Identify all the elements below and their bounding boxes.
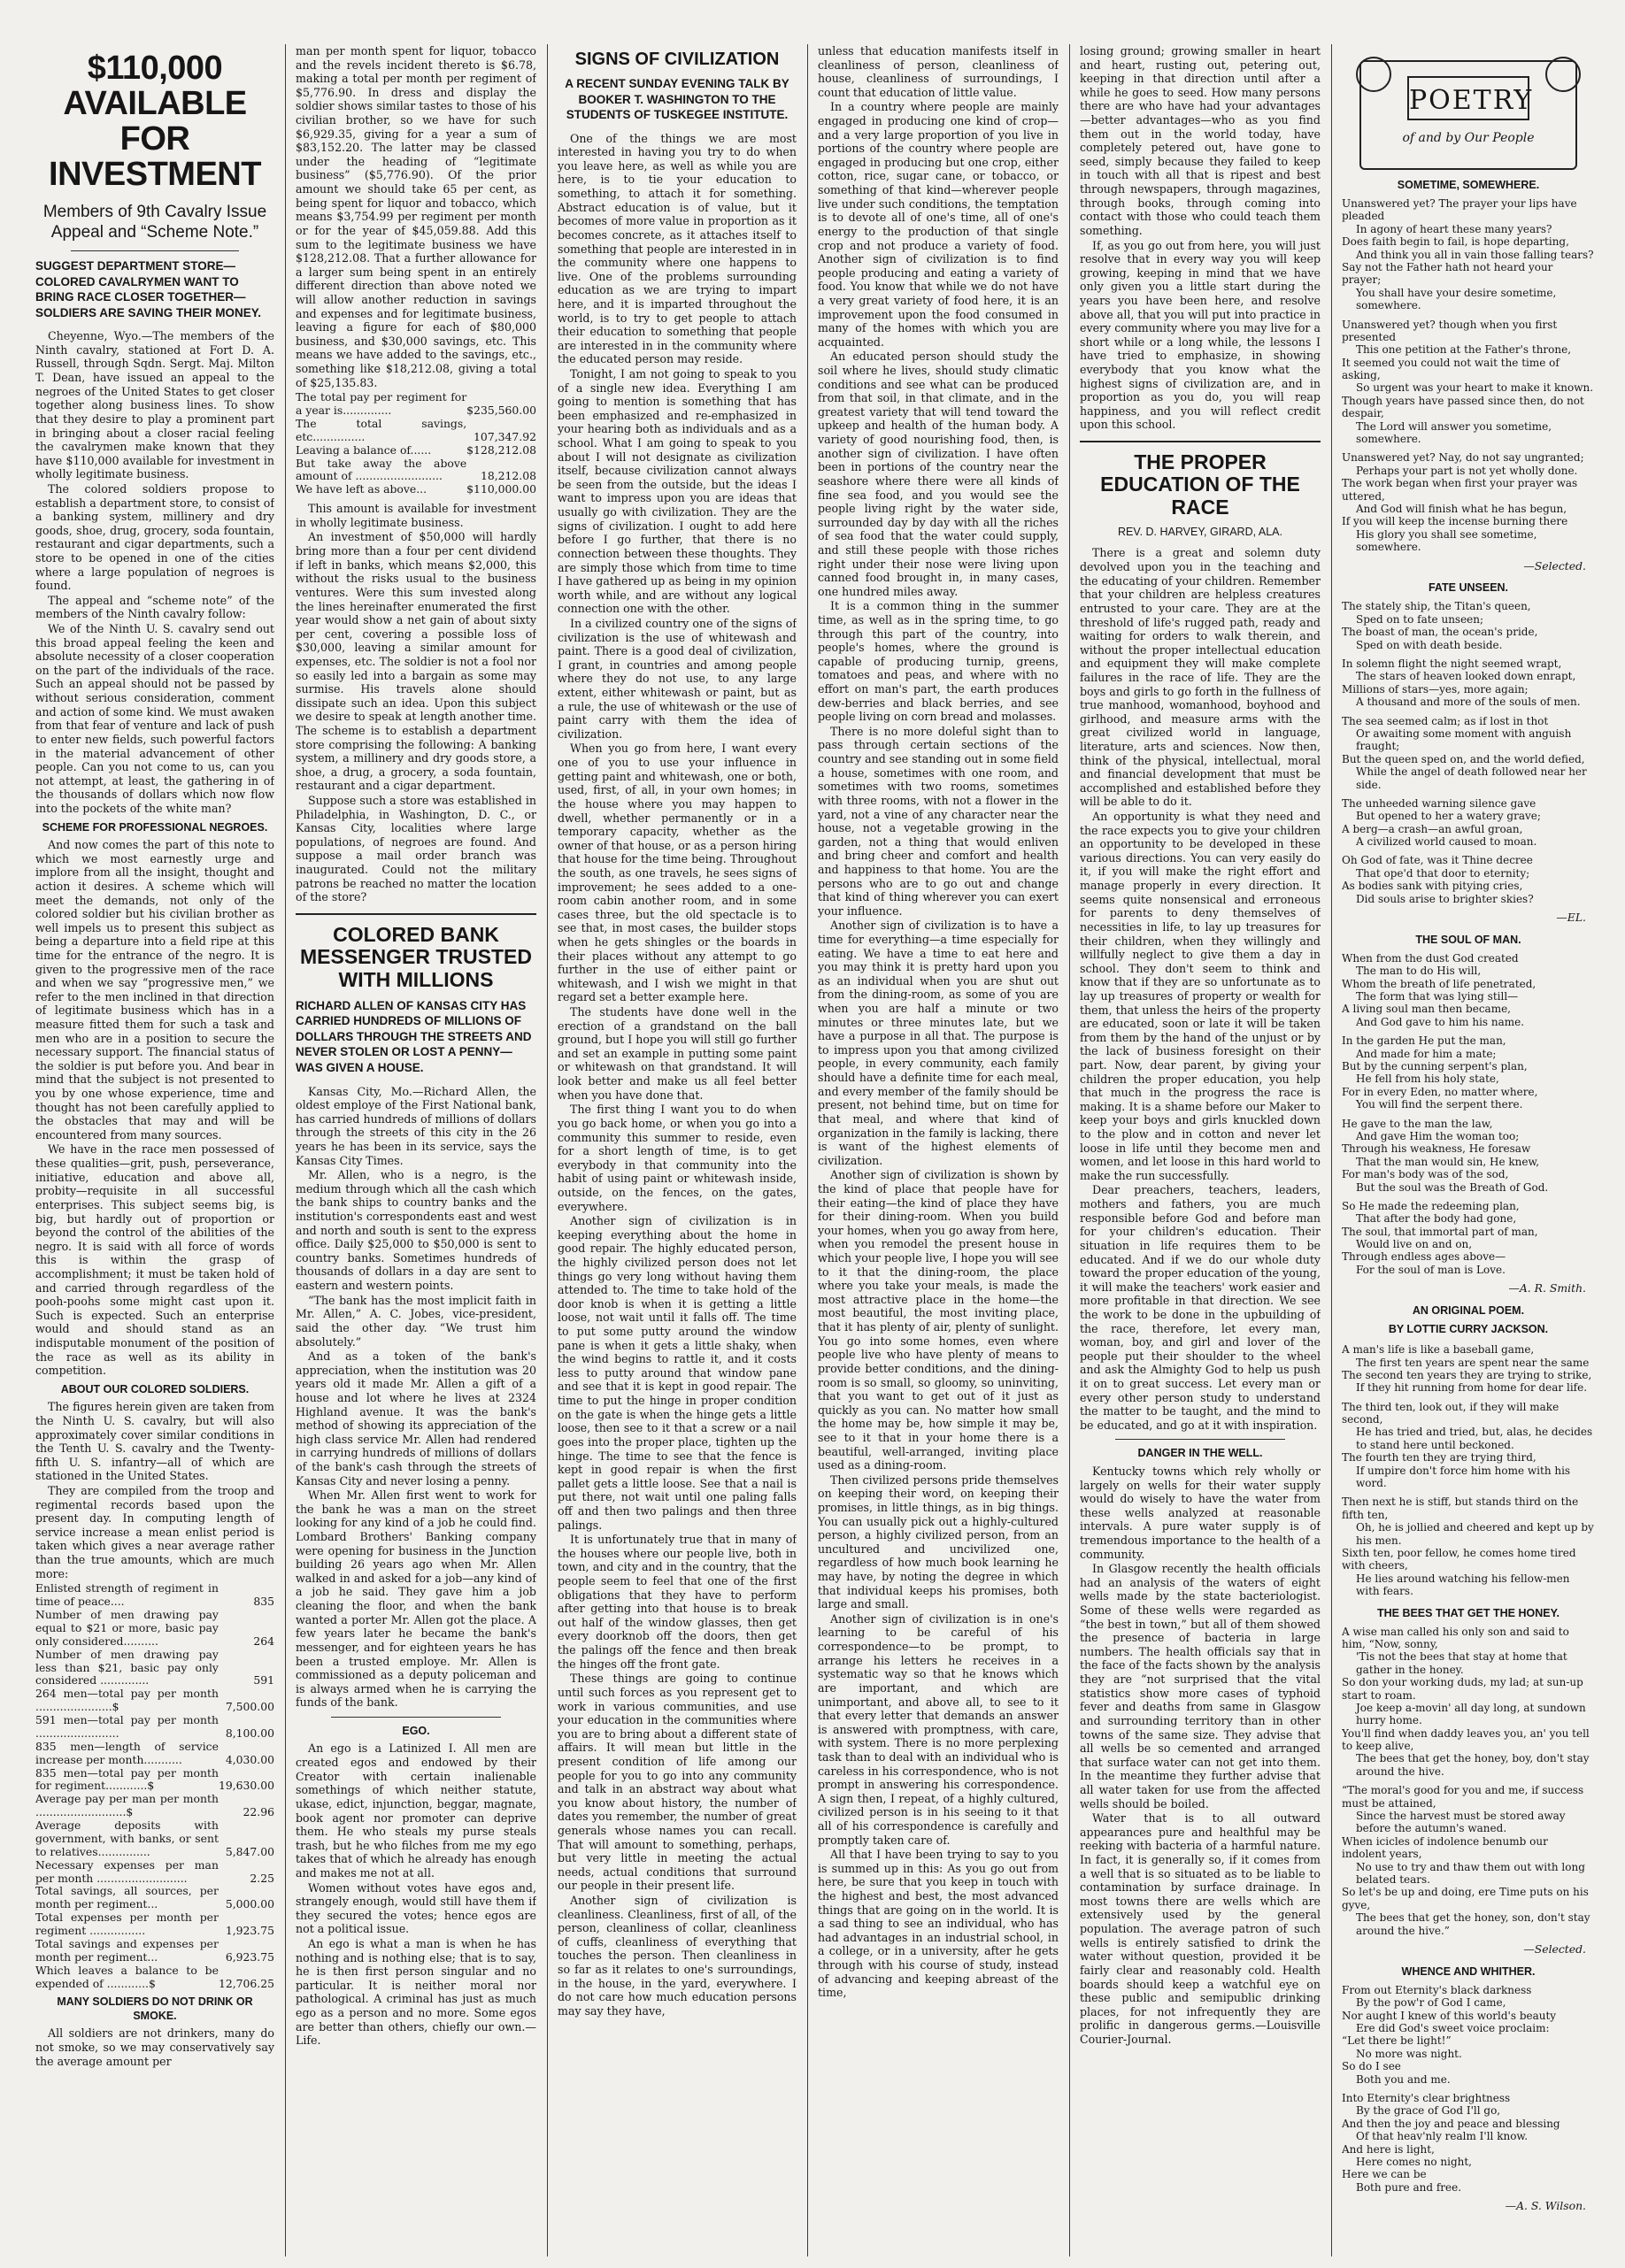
- poem-stanza: [1342, 854, 1595, 905]
- table-row: [35, 1609, 274, 1649]
- poem-line: His glory you shall see sometime, somewhere.: [1356, 527, 1537, 554]
- table-amount: 264: [253, 1634, 274, 1648]
- separator: [331, 1717, 501, 1718]
- subhead-soldiers-no-drink: MANY SOLDIERS DO NOT DRINK OR SMOKE.: [57, 1995, 253, 2022]
- paragraph: They are compiled from the troop and regimental records based upon the present day. In computing length of service increase a mean enlist period is taken which gives a near average rather than the true amounts, which are much more:: [35, 1484, 274, 1580]
- poem-line: In solemn flight the night seemed wrapt,: [1342, 657, 1562, 670]
- poem-line: Sped on with death beside.: [1356, 638, 1503, 651]
- table-row: [35, 1819, 274, 1859]
- column-rule: [807, 44, 808, 2256]
- subhead-colored-soldiers: ABOUT OUR COLORED SOLDIERS.: [60, 1382, 250, 1395]
- paragraph: losing ground; growing smaller in heart and heart, rusting out, petering out, keeping in that direction until after a while he goes to seed. How many persons there are who have had your advantages—better advantages—who as you find them out in the world today, have completely petered out, have gone to seed, simply because they failed to keep in touch with all that is ripest and best through newspapers, through magazines, through books, through coming into contact with those who could teach them something.: [1080, 44, 1321, 237]
- paragraph: The first thing I want you to do when you go back home, or when you go into a community this summer to reside, even for a short length of time, is to get everybody in that community into the habit of using paint or whitewash inside, outside, on the fences, on the gates, everywhere.: [558, 1103, 797, 1213]
- poem-line: Oh God of fate, was it Thine decree: [1342, 854, 1533, 867]
- poem-line: He fell from his holy state,: [1356, 1072, 1499, 1086]
- poem-stanza: [1342, 1200, 1595, 1276]
- poem-line: “The moral's good for you and me, if success must be attained,: [1342, 1784, 1584, 1810]
- poem-line: Then next he is stiff, but stands third on the fifth ten,: [1342, 1495, 1579, 1521]
- paragraph: When you go from here, I want every one of you to use your influence in getting paint and whitewash, one or both, used, first, of all, in your own homes; in the house where you may happen to dwell, whether permanently or in a temporary capacity, whether as the owner of that house, or as a person hiring that house for the time being. Throughout the south, as one travels, he sees signs of improvement; he sees added to a one-room cabin another room, and in some cases three, but the old spectacle is to see that, in most cases, the builder stops when he gets shingles or the boards in their places without any attempt to go further in the use of either paint or whitewash, and I wish we might in that regard set a better example here.: [558, 742, 797, 1004]
- poem-line: If you will keep the incense burning there: [1342, 515, 1568, 528]
- subhead-danger-well: DANGER IN THE WELL.: [1137, 1447, 1263, 1460]
- paragraph: An ego is what a man is when he has nothing and is nothing else; that is to say, he is then first person singular and no particular. It is neither moral nor pathological. A criminal has just as much ego as a person and no more. Some egos are better than others, chiefly our own.—Life.: [296, 1936, 536, 2048]
- poetry-subtitle: of and by Our People: [1402, 131, 1535, 145]
- table-label: Leaving a balance of......: [296, 442, 432, 457]
- poem-line: A wise man called his only son and said to him, “Now, sonny,: [1342, 1625, 1569, 1650]
- poem-sometime-somewhere: [1342, 197, 1595, 554]
- poem-line: “Let there be light!”: [1342, 2034, 1452, 2048]
- table-amount: $110,000.00: [466, 482, 536, 496]
- poem-line: The second ten years they are trying to strike,: [1342, 1368, 1592, 1381]
- paragraph: An opportunity is what they need and the race expects you to give your children an opportunity to be developed in these various directions. You can very easily do it, if you will make the right effort and manage properly in every direction. It seems quite nonsensical and erroneous for parents to deny themselves of necessities in life, to lay up treasures for their children, when they willingly and willfully neglect to give them a day in school. They don't seem to think and know that if they are so unfortunate as to lay up treasures of property or wealth for them, that unless the heirs of the property are educated, soon or late it will be taken from them by the hand of the unjust or by the lack of business foresight on their part. Now, dear parent, by giving your children the proper education, you help that much in the progress the race is making. It is a shame before our Maker to keep your boys and girls knuckled down to the plow and in cotton and never let loose in life until they become men and women, and let loose in this hard world to make the run successfully.: [1080, 810, 1321, 1182]
- poem-line: Sped on to fate unseen;: [1356, 612, 1484, 626]
- poem-line: Did souls arise to brighter skies?: [1356, 892, 1534, 905]
- pay-statistics-table: [35, 1582, 274, 1990]
- poem-line: Ere did God's sweet voice proclaim:: [1356, 2021, 1550, 2034]
- subhead-ego: EGO.: [402, 1724, 430, 1737]
- table-row: [296, 444, 536, 457]
- poem-title-sometime: SOMETIME, SOMEWHERE.: [1397, 179, 1540, 191]
- savings-table: [296, 391, 536, 496]
- poem-stanza: [1342, 451, 1595, 553]
- paragraph: An educated person should study the soil where he lives, should study climatic conditions and see what can be produced from that soil, in that climate, and in the greatest variety that will tend toward the upkeep and health of the human body. A variety of good nourishing food, then, is another sign of civilization. I have often been in portions of the country near the seashore where there were all kinds of fine sea food, and you would see the people living right by the water side, surrounded day by day with all the riches of sea food that the water could supply, and still these people with those riches right under their nose were living upon canned food brought in, in many cases, one hundred miles away.: [818, 350, 1059, 598]
- table-row: [35, 1885, 274, 1911]
- paragraph: It is a common thing in the summer time, as well as in the spring time, to go through this part of the country, into people's homes, where the ground is capable of producing turnip, greens, tomatoes and peas, and where with no effort on man's part, the earth produces dew-berries and black berries, and see people living on corn bread and molasses.: [818, 599, 1059, 724]
- poem-line: The Lord will answer you sometime, somewhere.: [1356, 419, 1552, 446]
- poem-line: The work began when first your prayer was uttered,: [1342, 477, 1578, 503]
- table-amount: 6,923.75: [225, 1949, 274, 1964]
- poem-credit: —A. R. Smith.: [1508, 1281, 1586, 1295]
- column-6-poetry: [1342, 44, 1595, 2256]
- paragraph: And now comes the part of this note to which we most earnestly urge and implore from all the insight, thought and action it desires. A scheme which will meet the demands, not only of the colored soldier but his civilian brother as well impels us to present this subject as being a departure into a field ripe at this time for the entrance of the negro. It is given to the progressive men of the race and when we say “progressive men,” we refer to the men inclined in that direction of legitimate business which has in a measure fitted them for such a task and men who are in a position to secure the necessary support. The financial status of the soldier is put before you. And bear in mind that the subject is not presented to you by one whose experience, time and thought has not been carefully applied to the obstacles that may and will be encountered from many sources.: [35, 838, 274, 1142]
- poem-title-soul-of-man: THE SOUL OF MAN.: [1415, 933, 1521, 946]
- poem-line: Nor aught I knew of this world's beauty: [1342, 2009, 1557, 2022]
- headline-110000-investment: $110,000 AVAILABLE FOR INVESTMENT: [49, 50, 261, 193]
- poem-stanza: [1342, 1034, 1595, 1111]
- table-row: [35, 1649, 274, 1688]
- poem-line: That after the body had gone,: [1356, 1212, 1517, 1226]
- column-1: [35, 44, 274, 2256]
- table-row: [35, 1767, 274, 1794]
- table-label: But take away the above amount of .........................: [296, 456, 467, 483]
- poem-line: But the soul was the Breath of God.: [1356, 1180, 1549, 1194]
- ornament-icon: [1545, 57, 1581, 92]
- poem-line: Of that heav'nly realm I'll know.: [1356, 2130, 1529, 2143]
- separator: [71, 250, 239, 251]
- poem-line: 'Tis not the bees that stay at home that gather in the honey.: [1356, 1650, 1567, 1676]
- table-amount: 19,630.00: [218, 1779, 274, 1793]
- poem-line: For in every Eden, no matter where,: [1342, 1085, 1538, 1098]
- table-amount: $235,560.00: [466, 404, 536, 418]
- table-row: [35, 1741, 274, 1767]
- poem-line: The man to do His will,: [1356, 965, 1482, 978]
- poem-line: Into Eternity's clear brightness: [1342, 2091, 1511, 2104]
- table-amount: 5,847.00: [225, 1844, 274, 1858]
- table-label: Enlisted strength of regiment in time of peace....: [35, 1581, 219, 1609]
- table-row: [35, 1911, 274, 1938]
- table-amount: $128,212.08: [466, 442, 536, 457]
- poem-line: The bees that get the honey, son, don't stay around the hive.”: [1356, 1911, 1590, 1937]
- poem-line: Both you and me.: [1356, 2072, 1451, 2086]
- paragraph: Tonight, I am not going to speak to you of a single new idea. Everything I am going to mention is something that has been emphasized and re-emphasized in your hearing both as individuals and as a school. What I am going to speak to you about I will not designate as civilization itself, because civilization cannot always be seen from the outside, but the ideas I want to impress upon you are ideas that usually go with civilization. They are the signs of civilization. I ought to add here before I go further, that there is no connection between these thoughts. They are simply those which from time to time I have gathered up as being in my opinion worth while, and are without any logical connection one with the other.: [558, 367, 797, 616]
- table-label: Which leaves a balance to be expended of ............$: [35, 1963, 219, 1990]
- poem-line: No more was night.: [1356, 2047, 1462, 2060]
- table-row: [35, 1964, 274, 1991]
- poem-stanza: [1342, 1626, 1595, 1779]
- poem-line: And God will finish what he has begun,: [1356, 502, 1567, 515]
- paragraph: Cheyenne, Wyo.—The members of the Ninth cavalry, stationed at Fort D. A. Russell, through Sqdn. Sergt. Maj. Milton T. Dean, have issued an appeal to the negroes of the United States to get closer together along business lines. To show that they desire to play a prominent part in bringing about a closer racial feeling the cavalrymen make known that they have $110,000 available for investment in wholly legitimate business.: [35, 329, 274, 481]
- table-label: Total savings and expenses per month per regiment...: [35, 1936, 219, 1964]
- poem-stanza: [1342, 657, 1595, 709]
- poem-line: Oh, he is jollied and cheered and kept up by his men.: [1356, 1521, 1594, 1547]
- poem-stanza: [1342, 1495, 1595, 1597]
- paragraph: An investment of $50,000 will hardly bring more than a four per cent dividend if left in banks, which means $2,000, this without the risks usual to the business ventures. Were this sum invested along the lines hereinafter enumerated the first year would show a net gain of about sixty per cent, covering a possible loss of $30,000, leaving a similar amount for expenses, etc. The soldier is not a fool nor so easily led into a bargain as some may surmise. His travels alone should dissipate such an idea. Upon this subject we desire to speak at length another time. The scheme is to establish a department store comprising the following: A banking system, a millinery and dry goods store, a shoe, a drug, a grocery, a soda fountain, restaurant and a cigar department.: [296, 530, 536, 793]
- table-label: Total savings, all sources, per month per regiment...: [35, 1884, 219, 1911]
- poem-line: Whom the breath of life penetrated,: [1342, 977, 1536, 990]
- poem-byline-jackson: BY LOTTIE CURRY JACKSON.: [1388, 1323, 1549, 1336]
- poem-line: And made for him a mate;: [1356, 1047, 1497, 1060]
- poem-line: The third ten, look out, if they will make second,: [1342, 1400, 1560, 1426]
- poem-line: Both pure and free.: [1356, 2180, 1462, 2194]
- separator: [1115, 1439, 1285, 1440]
- table-amount: 835: [253, 1595, 274, 1609]
- table-row: [35, 1859, 274, 1886]
- table-label: The total savings, etc...............: [296, 416, 467, 443]
- poem-line: But the queen sped on, and the world defied,: [1342, 752, 1585, 765]
- poem-line: So don your working duds, my lad; at sun-up start to roam.: [1342, 1676, 1583, 1702]
- poem-line: Millions of stars—yes, more again;: [1342, 682, 1529, 696]
- paragraph: “The bank has the most implicit faith in Mr. Allen,” A. C. Jobes, vice-president, said the other day. “We trust him absolutely.”: [296, 1293, 536, 1349]
- table-row: [35, 1938, 274, 1964]
- poem-line: Through his weakness, He foresaw: [1342, 1142, 1531, 1156]
- table-row: [296, 391, 536, 418]
- column-rule: [547, 44, 548, 2256]
- table-label: Necessary expenses per man per month ..........................: [35, 1857, 219, 1885]
- table-label: Number of men drawing pay less than $21, basic pay only considered ..............: [35, 1647, 219, 1688]
- poem-line: This one petition at the Father's throne,: [1356, 343, 1572, 357]
- paragraph: And as a token of the bank's appreciation, when the institution was 20 years old it made Mr. Allen a gift of a house and lot where he lives at 2324 Highland avenue. It was the bank's method of showing its appreciation of the high class service Mr. Allen had rendered in carrying hundreds of millions of dollars of the bank's cash through the streets of Kansas City and never losing a penny.: [296, 1349, 536, 1488]
- poem-line: Through endless ages above—: [1342, 1250, 1506, 1264]
- poetry-title: POETRY: [1407, 76, 1529, 120]
- poem-stanza: [1342, 319, 1595, 446]
- subhead-scheme: SCHEME FOR PROFESSIONAL NEGROES.: [42, 820, 268, 834]
- paragraph: Dear preachers, teachers, leaders, mothers and fathers, you are much responsible before God and before man for your children's education. Their situation in life requires them to be educated. And if we do our whole duty toward the proper education of the young, it will make the teachers' work easier and more profitable in that direction. We see the work to be done in the upbuilding of the race, therefore, let every man, woman, boy, and girl and lover of the people put their shoulder to the wheel and ask the Almighty God to help us push it on to great success. Let every man or every other person study to understand the matter to be taught, and the mind to be educated, and go at it with inspiration.: [1080, 1183, 1321, 1432]
- paragraph: Another sign of civilization is in keeping everything about the home in good repair. The highly educated person, the highly civilized person does not let things go very long without having them attended to. The time to take hold of the door knob is when it is getting a little loose, not wait until it falls off. The time to put some putty around the window pane is when it gets a little shaky, when the wind begins to rattle it, and it costs less to putty around that window pane and see that it is kept in good repair. The time to put the hinge in proper condition on the gate is when the hinge gets a little loose, then see to it that a screw or a nail goes into the proper place, tighten up the hinge. The time to see that the fence is kept in good repair is when the first pallet gets a little loose. See that a nail is put there, not wait until one paling falls off and then two palings and then three palings.: [558, 1214, 797, 1532]
- poem-credit: —Selected.: [1523, 1941, 1586, 1956]
- poem-line: Would live on and on,: [1356, 1238, 1473, 1251]
- table-row: [35, 1793, 274, 1819]
- table-label: Total expenses per month per regiment ................: [35, 1911, 219, 1938]
- poem-line: Here we can be: [1342, 2168, 1427, 2181]
- column-3: [558, 44, 797, 2256]
- table-amount: 4,030.00: [225, 1752, 274, 1766]
- poem-original: [1342, 1343, 1595, 1597]
- poetry-masthead: [1359, 60, 1577, 170]
- paragraph: All soldiers are not drinkers, many do not smoke, so we may conservatively say the average amount per: [35, 2026, 274, 2068]
- poem-stanza: [1342, 1118, 1595, 1194]
- paragraph: In a country where people are mainly engaged in producing one kind of crop—and a very large proportion of you live in portions of the country where people are engaged in producing but one crop, either cotton, rice, sugar cane, or tobacco, or something of that kind—wherever people live under such conditions, the temptation is to devote all of one's time, all of one's energy to the production of that single crop and not produce a variety of food. Another sign of civilization is to find people producing and eating a variety of food. You know that while we do not have a very great variety of food here, it is an improvement upon the food consumed in many of the homes with which you are acquainted.: [818, 100, 1059, 349]
- poem-line: He gave to the man the law,: [1342, 1117, 1493, 1130]
- poem-line: A living soul man then became,: [1342, 1003, 1511, 1016]
- paragraph: If, as you go out from here, you will just resolve that in every way you will keep growing, keeping in mind that we have only given you a little start during the years you have been here, and resolve above all, that you will put into practice in every community where you may live for a short while or a long while, the lessons I have tried to emphasize, in showing everybody that you know what the highest signs of civilization are, and in proportion as you do, you will reap happiness, and you will reflect credit upon this school.: [1080, 238, 1321, 432]
- table-row: [296, 483, 536, 496]
- poem-line: A man's life is like a baseball game,: [1342, 1343, 1535, 1357]
- poem-line: The soul, that immortal part of man,: [1342, 1225, 1538, 1238]
- poem-line: For the soul of man is Love.: [1356, 1263, 1506, 1276]
- poem-soul-of-man: [1342, 952, 1595, 1276]
- paragraph: An ego is a Latinized I. All men are created egos and endowed by their Creator with certain inalienable somethings of which neither statute, ukase, edict, injunction, beggar, magnate, book agent nor promoter can deprive them. He who steals my purse steals trash, but he who filches from me my ego takes that of which he already has enough and makes me not at all.: [296, 1741, 536, 1880]
- table-amount: 5,000.00: [225, 1897, 274, 1911]
- separator: [296, 913, 536, 915]
- poem-stanza: [1342, 715, 1595, 791]
- poem-line: The unheeded warning silence gave: [1342, 796, 1536, 810]
- table-amount: 1,923.75: [225, 1924, 274, 1938]
- poem-title-original: AN ORIGINAL POEM.: [1412, 1304, 1525, 1318]
- table-row: [35, 1714, 274, 1741]
- poem-line: Say not the Father hath not heard your prayer;: [1342, 260, 1553, 287]
- poem-line: Unanswered yet? though when you first presented: [1342, 318, 1558, 343]
- table-label: 591 men—total pay per month ........................: [35, 1713, 219, 1740]
- poem-line: In agony of heart these many years?: [1356, 222, 1552, 235]
- table-label: 835 men—total pay per month for regiment............$: [35, 1765, 219, 1793]
- paragraph: We have in the race men possessed of these qualities—grit, push, perseverance, initiative, education and above all, probity—requisite in all successful enterprises. This subject seems big, is big, but hardly out of proportion or beyond the control of the abilities of the negro. It is said with all force of words this is within the grasp of accomplishment; it must be taken hold of and carried through regardless of the pooh-poohs some might cast upon it. Such is expected. Such an enterprise would and should stand as an indisputable monument of the position of the race as well as its ability in competition.: [35, 1142, 274, 1378]
- column-rule: [285, 44, 286, 2256]
- poem-line: So He made the redeeming plan,: [1342, 1199, 1520, 1212]
- poem-line: When from the dust God created: [1342, 951, 1519, 965]
- table-row: [296, 457, 536, 484]
- poem-stanza: [1342, 197, 1595, 312]
- poem-line: And gave Him the woman too;: [1356, 1129, 1520, 1142]
- paragraph: In a civilized country one of the signs of civilization is the use of whitewash and paint. There is a good deal of civilization, I grant, in countries and among people where they do not use, to any large extent, either whitewash or paint, but as a rule, the use of whitewash or the use of paint carry with them the idea of civilization.: [558, 616, 797, 741]
- paragraph: Kentucky towns which rely wholly or largely on wells for their water supply would do wisely to have the water from these wells analyzed at reasonable intervals. A pure water supply is of tremendous importance to the health of a community.: [1080, 1464, 1321, 1561]
- poem-line: No use to try and thaw them out with long belated tears.: [1356, 1860, 1585, 1886]
- table-amount: 8,100.00: [225, 1726, 274, 1740]
- poem-line: So let's be up and doing, ere Time puts on his gyve,: [1342, 1886, 1589, 1911]
- paragraph: Women without votes have egos and, strangely enough, would still have them if they secured the votes; hence egos are not a political issue.: [296, 1880, 536, 1936]
- poem-line: Unanswered yet? The prayer your lips have pleaded: [1342, 197, 1577, 223]
- paragraph: Water that is to all outward appearances pure and healthful may be reeking with bacteria of a harmful nature. In fact, it is generally so, if it comes from a well that is so situated as to be liable to contamination by surface drainage. In most towns there are wells which are extensively used by the general population. The average patron of such wells is entirely satisfied to drink the water without question, provided it be fairly clear and reasonably cold. Health boards should keep a watchful eye on these public and semipublic drinking places, for not infrequently they are prolific in dangerous germs.—Louisville Courier-Journal.: [1080, 1811, 1321, 2046]
- paragraph: The colored soldiers propose to establish a department store, to consist of a banking system, millinery and dry goods, shoe, drug, grocery, soda fountain, restaurant and cigar departments, such a store to be opened in one of the cities where a large population of negroes is found.: [35, 481, 274, 593]
- subdeck-richard-allen: RICHARD ALLEN OF KANSAS CITY HAS CARRIED HUNDREDS OF MILLIONS OF DOLLARS THROUGH THE STREETS AND NEVER STOLEN OR LOST A PENNY—WAS GIVEN A HOUSE.: [296, 998, 532, 1074]
- poem-stanza: [1342, 797, 1595, 849]
- paragraph: When Mr. Allen first went to work for the bank he was a man on the street looking for any kind of a job he could find. Lombard Brothers' Banking company were opening for business in the Junction building 26 years ago when Mr. Allen walked in and asked for a job—any kind of a job he said. They gave him a job cleaning the floor, and when the bank wanted a porter Mr. Allen got the place. A few years later he became the bank's messenger, and for eighteen years he has been a trusted employe. Mr. Allen is commissioned as a deputy policeman and is always armed when he is carrying the funds of the bank.: [296, 1488, 536, 1710]
- paragraph: Then civilized persons pride themselves on keeping their word, on keeping their promises, in little things, as in big things. You can usually pick out a highly-cultured person, a highly civilized person, from an uncultured and uncivilized one, regardless of how much book learning he may have, by noting the degree in which that individual keeps his promises, both large and small.: [818, 1472, 1059, 1611]
- poem-line: Joe keep a-movin' all day long, at sundown hurry home.: [1356, 1701, 1586, 1727]
- poem-stanza: [1342, 600, 1595, 651]
- paragraph: Another sign of civilization is in one's learning to be careful of his correspondence—to be prompt, to arrange his letters he receives in a systematic way so that he knows which are important, and which are unimportant, and above all, to see to it that every letter that demands an answer is answered with promptness, with care, with system. There is no more perplexing task than to deal with an individual who is careless in his correspondence, who is not prompt in answering his correspondence. A sign then, I repeat, of a highly cultured, civilized person is in his seeing to it that all of his correspondence is carefully and promptly taken care of.: [818, 1611, 1059, 1847]
- poem-line: That ope'd that door to eternity;: [1356, 866, 1530, 880]
- paragraph: The figures herein given are taken from the Ninth U. S. cavalry, but will also approximately cover similar conditions in the Tenth U. S. cavalry and the Twenty-fifth U. S. infantry—all of which are stationed in the United States.: [35, 1400, 274, 1483]
- poem-line: You will find the serpent there.: [1356, 1098, 1523, 1111]
- table-row: [35, 1582, 274, 1609]
- poem-line: From out Eternity's black darkness: [1342, 1983, 1532, 1996]
- poem-line: But by the cunning serpent's plan,: [1342, 1060, 1528, 1073]
- table-row: [35, 1688, 274, 1714]
- paragraph: All that I have been trying to say to you is summed up in this: As you go out from here, be sure that you keep in touch with the highest and best, the most advanced things that are going on in the world. It is a sad thing to see an individual, who has had advantages in an industrial school, in a college, or in a university, after he gets through with his course of study, instead of advancing and keeping abreast of the time,: [818, 1848, 1059, 2000]
- byline-harvey: REV. D. HARVEY, GIRARD, ALA.: [1118, 525, 1282, 538]
- table-amount: 107,347.92: [474, 429, 536, 443]
- table-amount: 7,500.00: [225, 1700, 274, 1714]
- paragraph: Another sign of civilization is cleanliness. Cleanliness, first of all, of the person, cleanliness of collar, cleanliness of cuffs, cleanliness of everything that touches the person. Then cleanliness in so far as it relates to one's surroundings, in the house, in the yard, everywhere. I do not care how much education persons may say they have,: [558, 1894, 797, 2018]
- poem-line: That the man would sin, He knew,: [1356, 1155, 1540, 1168]
- subdeck-booker-washington: A RECENT SUNDAY EVENING TALK BY BOOKER T. WASHINGTON TO THE STUDENTS OF TUSKEGEE INSTITUTE.: [565, 77, 789, 122]
- poem-line: And here is light,: [1342, 2142, 1435, 2156]
- table-label: 264 men—total pay per month ......................$: [35, 1687, 219, 1714]
- table-amount: 591: [253, 1673, 274, 1688]
- column-5: [1080, 44, 1321, 2256]
- poem-stanza: [1342, 952, 1595, 1028]
- table-label: Number of men drawing pay equal to $21 or more, basic pay only considered..........: [35, 1608, 219, 1648]
- subdeck-department-store: SUGGEST DEPARTMENT STORE—COLORED CAVALRYMEN WANT TO BRING RACE CLOSER TOGETHER—SOLDIERS ARE SAVING THEIR MONEY.: [35, 259, 262, 319]
- table-label: 835 men—length of service increase per month...........: [35, 1739, 219, 1766]
- poem-line: And God gave to him his name.: [1356, 1015, 1525, 1028]
- paragraph: We of the Ninth U. S. cavalry send out this broad appeal feeling the keen and absolute necessity of a closer cooperation on the part of the individuals of the race. Such an appeal should not be passed by without serious consideration, comment and action of some kind. We must awaken from that fear of venture and lack of push to enter new fields, such powerful factors in the material advancement of other people. Can you not come to us, can you not attempt, at least, the gathering in of the thousands of dollars which now flow into the pockets of the white man?: [35, 622, 274, 815]
- poem-title-whence-whither: WHENCE AND WHITHER.: [1401, 1964, 1536, 1978]
- poem-line: If umpire don't force him home with his word.: [1356, 1464, 1571, 1490]
- poem-line: And then the joy and peace and blessing: [1342, 2117, 1560, 2130]
- deck-ninth-cavalry: Members of 9th Cavalry Issue Appeal and “Scheme Note.”: [42, 202, 267, 242]
- poem-line: Since the harvest must be stored away before the autumn's waned.: [1356, 1810, 1566, 1835]
- paragraph: There is no more doleful sight than to pass through certain sections of the country and see standing out in some field a house, sometimes with one room, and sometimes with two rooms, sometimes with three rooms, with not a flower in the yard, not a vine of any character near the house, not a vegetable growing in the garden, not a thing that would enliven and bring cheer and comfort and health and happiness to that home. You are the persons who are to go out and change that kind of thing wherever you can exert your influence.: [818, 724, 1059, 918]
- poem-line: It seemed you could not wait the time of asking,: [1342, 356, 1560, 382]
- poem-line: The first ten years are spent near the same: [1356, 1356, 1590, 1369]
- paragraph: These things are going to continue until such forces as you represent get to work in various communities, and use your education in the communities where you are to bring about a different state of affairs. It will mean but little in the present condition of life among our people for you to go into any community and talk in an abstract way about what you know about history, the number of dates you remember, the number of great generals whose names you can recall. That will amount to something, perhaps, but very little in meeting the actual needs, actual conditions that surround our people in their present life.: [558, 1672, 797, 1893]
- poem-line: The bees that get the honey, boy, don't stay around the hive.: [1356, 1752, 1590, 1778]
- table-row: [296, 418, 536, 444]
- poem-line: When icicles of indolence benumb our indolent years,: [1342, 1834, 1548, 1861]
- paragraph: One of the things we are most interested in having you try to do when you leave here, as well as while you are here, is to tie your education to something, to attach it for something. Abstract education is of value, but it becomes of more value in proportion as it becomes concrete, as it attaches itself to something that people are interested in in the community where one happens to live. One of the problems surrounding education as we are trying to impart here, and it is imparted throughout the world, is to try to get people to attach their education to something that people are interested in in the community where the educated person may reside.: [558, 131, 797, 366]
- poem-line: And think you all in vain those falling tears?: [1356, 248, 1594, 261]
- table-amount: 22.96: [243, 1805, 274, 1819]
- paragraph: In Glasgow recently the health officials had an analysis of the waters of eight wells made by the state bacteriologist. Some of these wells were regarded as “the best in town,” but all of them showed the presence of bacteria in large numbers. The health officials say that in the face of the facts shown by the analysis they are “not surprised that the vital statistics show more cases of typhoid fever and deaths from same in Glasgow and surrounding territory than in other towns of the same size. They advise that all wells be so cemented and arranged that surface water can not get into them. In the meantime they further advise that all water taken for use from the affected wells should be boiled.: [1080, 1562, 1321, 1811]
- table-amount: 2.25: [250, 1871, 274, 1885]
- poem-title-fate-unseen: FATE UNSEEN.: [1428, 581, 1509, 595]
- poem-line: But opened to her a watery grave;: [1356, 810, 1541, 823]
- paragraph: Suppose such a store was established in Philadelphia, in Washington, D. C., or Kansas City, localities where large populations, of negroes are found. And suppose a mail order branch was inaugurated. Could not the military patrons be reached no matter the location of the store?: [296, 794, 536, 904]
- poem-line: Sixth ten, poor fellow, he comes home tired with cheers,: [1342, 1547, 1576, 1572]
- ornament-icon: [1356, 57, 1391, 92]
- paragraph: Another sign of civilization is shown by the kind of place that people have for their eating—the kind of place they have for their dining-room. When you build your homes, when you go away from here, when you remodel the present house in which your people live, I hope you will see to it that the dining-room, the place where you take your meals, is made the most attractive place in the home—the most beautiful, the most inviting place, that it has plenty of air, plenty of sunlight. You go into some homes, even where people live who have plenty of means to provide better conditions, and the dining-room is so small, so gloomy, so uninviting, that you want to get out of it just as quickly as you can. No matter how small the home may be, how simple it may be, see to it that in your home there is a beautiful, well-arranged, inviting place used as a dining-room.: [818, 1168, 1059, 1472]
- table-label: The total pay per regiment for a year is..............: [296, 390, 467, 418]
- column-rule: [1331, 44, 1332, 2256]
- paragraph: man per month spent for liquor, tobacco and the revels incident thereto is $6.78, making a total per month per regiment of $5,776.90. In dress and display the soldier shows similar tastes to those of his civilian brother, so we have for such $6,929.35, giving for a year a sum of $83,152.20. The latter may be classed under the heading of “legitimate business” ($5,776.90). Of the prior amount we should take 65 per cent, as being spent for liquor and tobacco, which means $3,754.99 per regiment per month or for the year of $45,059.88. Add this sum to the legitimate business we have $128,212.08. That a further allowance for a larger sum being spent in an entirely different direction than above noted we will allow another reduction in savings and expenses and for legitimate business, leaving a figure for each of $80,000 business, and $30,000 savings, etc. This means we have added to the savings, etc., something like $18,212.08, giving a total of $25,135.83.: [296, 44, 536, 389]
- poem-line: He lies around watching his fellow-men with fears.: [1356, 1572, 1570, 1598]
- poem-stanza: [1342, 1401, 1595, 1490]
- poem-line: You'll find when daddy leaves you, an' you tell to keep alive,: [1342, 1726, 1590, 1753]
- poem-credit: —Selected.: [1523, 558, 1586, 573]
- poem-line: If they hit running from home for dear life.: [1356, 1381, 1588, 1395]
- poem-line: In the garden He put the man,: [1342, 1034, 1506, 1048]
- poem-line: Unanswered yet? Nay, do not say ungranted;: [1342, 451, 1584, 465]
- poem-line: Perhaps your part is not yet wholly done.: [1356, 464, 1578, 477]
- poem-whence-whither: [1342, 1984, 1595, 2194]
- paragraph: unless that education manifests itself in cleanliness of person, cleanliness of house, cleanliness of surroundings, I count that education of little value.: [818, 44, 1059, 99]
- poem-line: While the angel of death followed near her side.: [1356, 765, 1587, 791]
- poem-line: The form that was lying still—: [1356, 990, 1519, 1003]
- poem-stanza: [1342, 2092, 1595, 2194]
- poem-line: So urgent was your heart to make it known.: [1356, 381, 1594, 395]
- column-2: [296, 44, 536, 2256]
- poem-line: He has tried and tried, but, alas, he decides to stand here until beckoned.: [1356, 1426, 1593, 1451]
- poem-bees-honey: [1342, 1626, 1595, 1937]
- poem-fate-unseen: [1342, 600, 1595, 905]
- paragraph: This amount is available for investment in wholly legitimate business.: [296, 502, 536, 529]
- poem-line: The boast of man, the ocean's pride,: [1342, 626, 1538, 639]
- poem-stanza: [1342, 1984, 1595, 2086]
- column-4: [818, 44, 1059, 2256]
- poem-line: You shall have your desire sometime, somewhere.: [1356, 286, 1557, 312]
- poem-title-bees: THE BEES THAT GET THE HONEY.: [1376, 1606, 1560, 1619]
- poem-line: A berg—a crash—an awful groan,: [1342, 822, 1523, 835]
- poem-line: Though years have passed since then, do not despair,: [1342, 394, 1584, 420]
- table-label: We have left as above...: [296, 482, 427, 496]
- paragraph: The appeal and “scheme note” of the members of the Ninth cavalry follow:: [35, 593, 274, 621]
- poem-line: The stately ship, the Titan's queen,: [1342, 600, 1531, 613]
- poem-line: A thousand and more of the souls of men.: [1356, 696, 1581, 709]
- poem-line: The sea seemed calm; as if lost in thot: [1342, 714, 1549, 727]
- poem-stanza: [1342, 1343, 1595, 1395]
- poem-stanza: [1342, 1784, 1595, 1937]
- table-label: Average deposits with government, with banks, or sent to relatives...............: [35, 1818, 219, 1858]
- poem-line: As bodies sank with pitying cries,: [1342, 880, 1523, 893]
- paragraph: It is unfortunately true that in many of the houses where our people live, both in town, and city and in the country, that the people seem to feel that one of the first obligations that they have to perform after getting into that house is to break out half of the window glasses, then get every doorknob off the doors, then get the palings off the fence and then break the hinges off the front gate.: [558, 1533, 797, 1671]
- separator: [1080, 441, 1321, 442]
- table-label: Average pay per man per month ..........................$: [35, 1792, 219, 1819]
- table-amount: 12,706.25: [218, 1976, 274, 1990]
- poem-line: For man's body was of the sod,: [1342, 1168, 1509, 1181]
- headline-proper-education: THE PROPER EDUCATION OF THE RACE: [1100, 450, 1300, 519]
- paragraph: Another sign of civilization is to have a time for everything—a time especially for eating. We have a time to eat here and you may think it is pretty hard upon you as an individual when you are shut out from the dining-room, as some of you are when you are half a minute or two minutes or three minutes late, but we have a purpose in all that. The purpose is to impress upon you that among civilized people, in every community, each family should have a definite time for each meal, and every member of the family should be present, not behind time, but on time for that meal, and where that kind of organization in the family is lacking, there is want of the highest elements of civilization.: [818, 919, 1059, 1167]
- poem-line: The stars of heaven looked down enrapt,: [1356, 670, 1576, 683]
- paragraph: There is a great and solemn duty devolved upon you in the teaching and the educating of your children. Remember that your children are helpless creatures entrusted to your care. They are at the threshold of life's rugged path, ready and waiting for orders to walk therein, and without the proper intellectual education and equipment they will make complete failures in the race of life. They are the boys and girls to go forth in the fullness of true manhood, womanhood, boyhood and girlhood, and measure arms with the great civilized world in language, literature, arts and sciences. Now then, think of the physical, intellectual, moral and financial development that must be accomplished and established before they will be able to do it.: [1080, 546, 1321, 809]
- table-amount: 18,212.08: [480, 469, 536, 483]
- paragraph: The students have done well in the erection of a grandstand on the ball ground, but I hope you will still go further and set an example in putting some paint or whitewash on that grandstand. It will look better and make us all feel better when you have done that.: [558, 1005, 797, 1102]
- poem-line: By the grace of God I'll go,: [1356, 2104, 1501, 2118]
- poem-credit: —EL.: [1556, 911, 1586, 925]
- poem-line: So do I see: [1342, 2060, 1401, 2073]
- poem-line: Or awaiting some moment with anguish fraught;: [1356, 727, 1572, 753]
- paragraph: Mr. Allen, who is a negro, is the medium through which all the cash which the bank ships to country banks and the institution's correspondents east and west and north and south is sent to the express office. Daily $25,000 to $50,000 is sent to country banks. Sometimes hundreds of thousands of dollars in a day are sent to eastern and western points.: [296, 1168, 536, 1293]
- poem-line: The fourth ten they are trying third,: [1342, 1451, 1536, 1465]
- poem-line: A civilized world caused to moan.: [1356, 835, 1537, 849]
- poem-line: Does faith begin to fail, is hope departing,: [1342, 235, 1569, 249]
- paragraph: Kansas City, Mo.—Richard Allen, the oldest employe of the First National bank, has carried hundreds of millions of dollars through the streets of this city in the 26 years he has been in its service, says the Kansas City Times.: [296, 1084, 536, 1167]
- poem-credit: —A. S. Wilson.: [1505, 2199, 1586, 2213]
- poem-line: By the pow'r of God I came,: [1356, 1996, 1506, 2010]
- poem-line: Here comes no night,: [1356, 2155, 1472, 2168]
- headline-signs-of-civilization: SIGNS OF CIVILIZATION: [574, 50, 780, 69]
- column-rule: [1069, 44, 1070, 2256]
- headline-bank-messenger: COLORED BANK MESSENGER TRUSTED WITH MILLIONS: [300, 922, 532, 991]
